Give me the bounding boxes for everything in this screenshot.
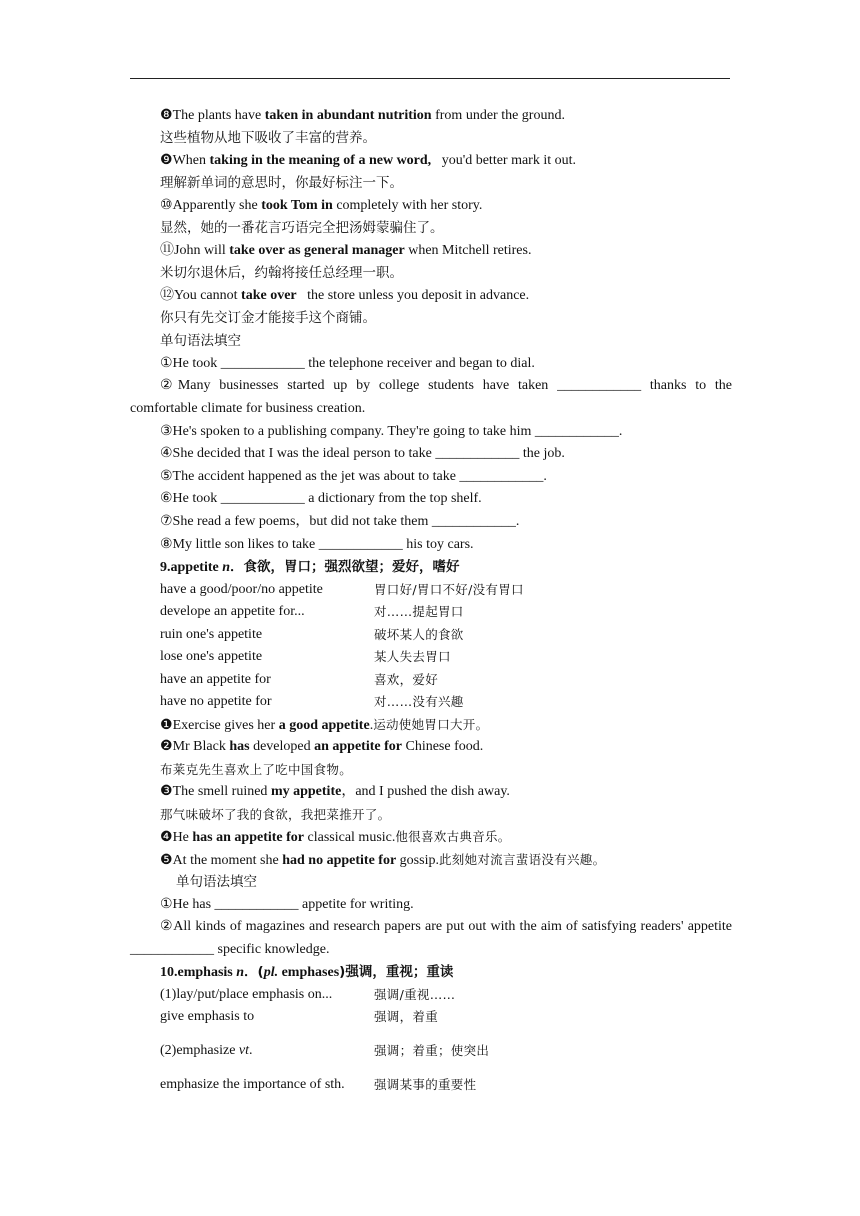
- example-9-translation: 理解新单词的意思时，你最好标注一下。: [160, 175, 403, 191]
- phrase-zh: 对……没有兴趣: [374, 694, 464, 709]
- fill-item-4: ④She decided that I was the ideal person to take ____________ the job.: [160, 446, 565, 461]
- fill-item-7: ⑦She read a few poems，but did not take them ____________.: [160, 514, 520, 529]
- fill-item-2: ②All kinds of magazines and research papers are put out with the aim of satisfying readers' appetite ____________ specific knowledge.: [130, 919, 732, 957]
- header-rule: [130, 78, 730, 79]
- appetite-example-1: ❶Exercise gives her a good appetite.运动使她胃口大开。: [160, 717, 489, 733]
- phrase-en: (1)lay/put/place emphasis on...: [160, 987, 333, 1002]
- phrase-en: have no appetite for: [160, 694, 272, 709]
- fill-item-6: ⑥He took ____________ a dictionary from the top shelf.: [160, 491, 482, 506]
- phrase-en: develope an appetite for...: [160, 604, 305, 619]
- entry-title-emphasis: 10.emphasis n．(pl. emphases)强调，重视；重读: [160, 964, 454, 980]
- example-12: ⑫You cannot take over the store unless you deposit in advance.: [160, 288, 530, 303]
- example-11: ⑪John will take over as general manager when Mitchell retires.: [160, 243, 532, 258]
- phrase-en: (2)emphasize vt.: [160, 1043, 253, 1058]
- section-heading: 单句语法填空: [176, 874, 257, 890]
- fill-item-5: ⑤The accident happened as the jet was about to take ____________.: [160, 469, 547, 484]
- phrase-zh: 强调，着重: [374, 1009, 439, 1024]
- phrase-zh: 喜欢，爱好: [374, 672, 439, 687]
- phrase-zh: 破坏某人的食欲: [374, 627, 464, 642]
- fill-item-1: ①He took ____________ the telephone receiver and began to dial.: [160, 356, 535, 371]
- fill-item-1: ①He has ____________ appetite for writing.: [160, 897, 414, 912]
- section-heading: 单句语法填空: [160, 333, 241, 349]
- phrase-en: give emphasis to: [160, 1009, 255, 1024]
- example-8: ❽The plants have taken in abundant nutrition from under the ground.: [160, 108, 565, 123]
- entry-title-appetite: 9.appetite n．食欲，胃口；强烈欲望；爱好，嗜好: [160, 559, 460, 575]
- example-12-translation: 你只有先交订金才能接手这个商铺。: [160, 310, 376, 326]
- appetite-example-3-translation: 那气味破坏了我的食欲，我把菜推开了。: [160, 807, 391, 822]
- phrase-zh: 强调某事的重要性: [374, 1077, 477, 1092]
- phrase-zh: 对……提起胃口: [374, 604, 464, 619]
- example-8-translation: 这些植物从地下吸收了丰富的营养。: [160, 130, 376, 146]
- example-9: ❾When taking in the meaning of a new word, you'd better mark it out.: [160, 153, 577, 168]
- fill-item-3: ③He's spoken to a publishing company. They're going to take him ____________.: [160, 424, 623, 439]
- appetite-example-3: ❸The smell ruined my appetite，and I pushed the dish away.: [160, 784, 510, 799]
- appetite-example-2: ❷Mr Black has developed an appetite for Chinese food.: [160, 739, 484, 754]
- phrase-zh: 强调/重视……: [374, 987, 456, 1002]
- phrase-zh: 强调；着重；使突出: [374, 1043, 490, 1058]
- phrase-zh: 胃口好/胃口不好/没有胃口: [374, 582, 524, 597]
- phrase-en: emphasize the importance of sth.: [160, 1077, 345, 1092]
- fill-item-2: ②Many businesses started up by college students have taken ____________ thanks to the comfortable climate for business creation.: [130, 378, 732, 416]
- phrase-en: have an appetite for: [160, 672, 271, 687]
- phrase-en: ruin one's appetite: [160, 627, 263, 642]
- phrase-en: have a good/poor/no appetite: [160, 582, 323, 597]
- phrase-zh: 某人失去胃口: [374, 649, 451, 664]
- appetite-example-4: ❹He has an appetite for classical music.他很喜欢古典音乐。: [160, 829, 511, 845]
- example-11-translation: 米切尔退休后，约翰将接任总经理一职。: [160, 265, 403, 281]
- fill-item-8: ⑧My little son likes to take ____________ his toy cars.: [160, 537, 474, 552]
- phrase-en: lose one's appetite: [160, 649, 263, 664]
- example-10: ⑩Apparently she took Tom in completely with her story.: [160, 198, 483, 213]
- example-10-translation: 显然，她的一番花言巧语完全把汤姆蒙骗住了。: [160, 220, 444, 236]
- appetite-example-2-translation: 布莱克先生喜欢上了吃中国食物。: [160, 762, 353, 777]
- appetite-example-5: ❺At the moment she had no appetite for gossip.此刻她对流言蜚语没有兴趣。: [160, 852, 606, 868]
